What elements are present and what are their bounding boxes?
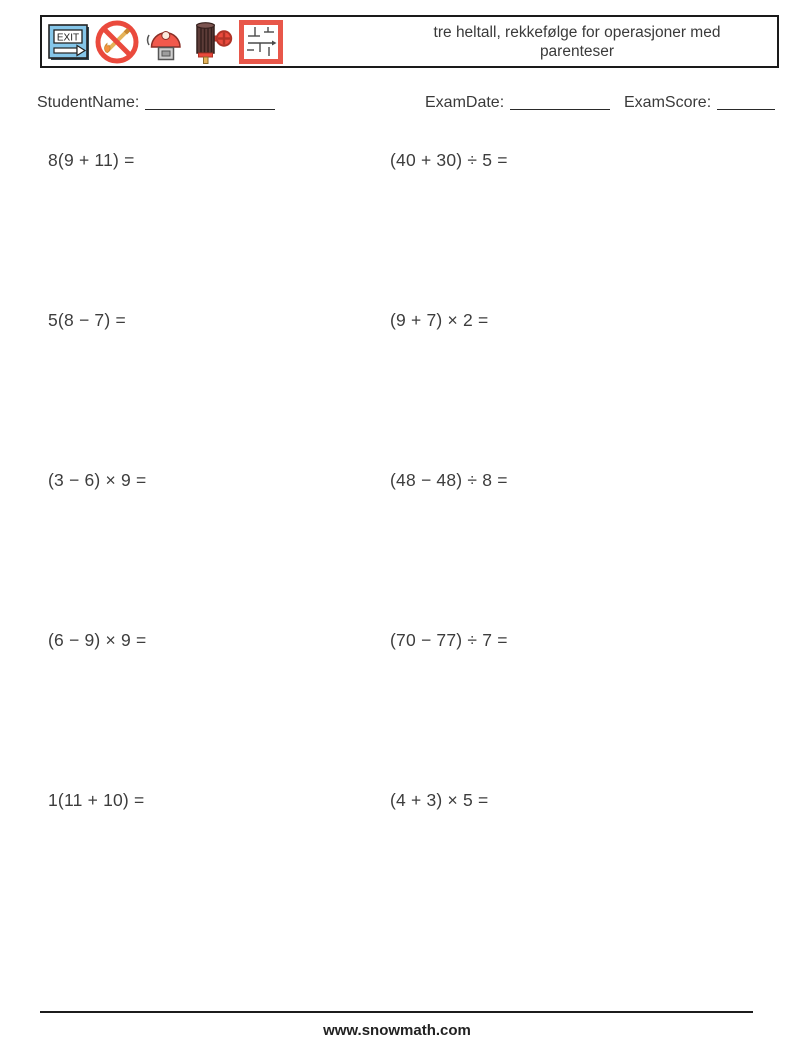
header [40, 15, 779, 68]
worksheet-title: tre heltall, rekkefølge for operasjoner med parenteser [433, 23, 721, 60]
footer-divider [40, 1011, 753, 1013]
problem-left-4: (6 − 9) × 9 = [48, 630, 147, 650]
fire-safety-icons [42, 19, 284, 65]
exam-score-field [624, 94, 775, 112]
problem-left-3: (3 − 6) × 9 = [48, 470, 147, 490]
exam-score-blank [717, 109, 775, 110]
exam-score-label: ExamScore: [624, 94, 712, 111]
problem-left-2: 5(8 − 7) = [48, 310, 126, 330]
problem-left-5: 1(11 + 10) = [48, 790, 145, 810]
student-name-field [37, 94, 275, 112]
problem-right-5: (4 + 3) × 5 = [390, 790, 489, 810]
student-name-label: StudentName: [37, 94, 140, 111]
problem-right-1: (40 + 30) ÷ 5 = [390, 150, 508, 170]
fire-hose-reel-icon [190, 19, 236, 65]
problem-left-1: 8(9 + 11) = [48, 150, 135, 170]
problem-right-2: (9 + 7) × 2 = [390, 310, 489, 330]
svg-text:EXIT: EXIT [56, 32, 80, 43]
exit-sign-icon [46, 19, 92, 65]
fire-alarm-bell-icon [142, 19, 188, 65]
exam-date-blank [510, 109, 610, 110]
student-name-blank [145, 109, 275, 110]
problem-right-3: (48 − 48) ÷ 8 = [390, 470, 508, 490]
exam-date-field [425, 94, 610, 112]
website-url: www.snowmath.com [323, 1022, 471, 1039]
problem-right-4: (70 − 77) ÷ 7 = [390, 630, 508, 650]
exam-date-label: ExamDate: [425, 94, 505, 111]
evacuation-plan-icon [238, 19, 284, 65]
no-open-flame-icon [94, 19, 140, 65]
exam-fields-row [0, 94, 794, 120]
